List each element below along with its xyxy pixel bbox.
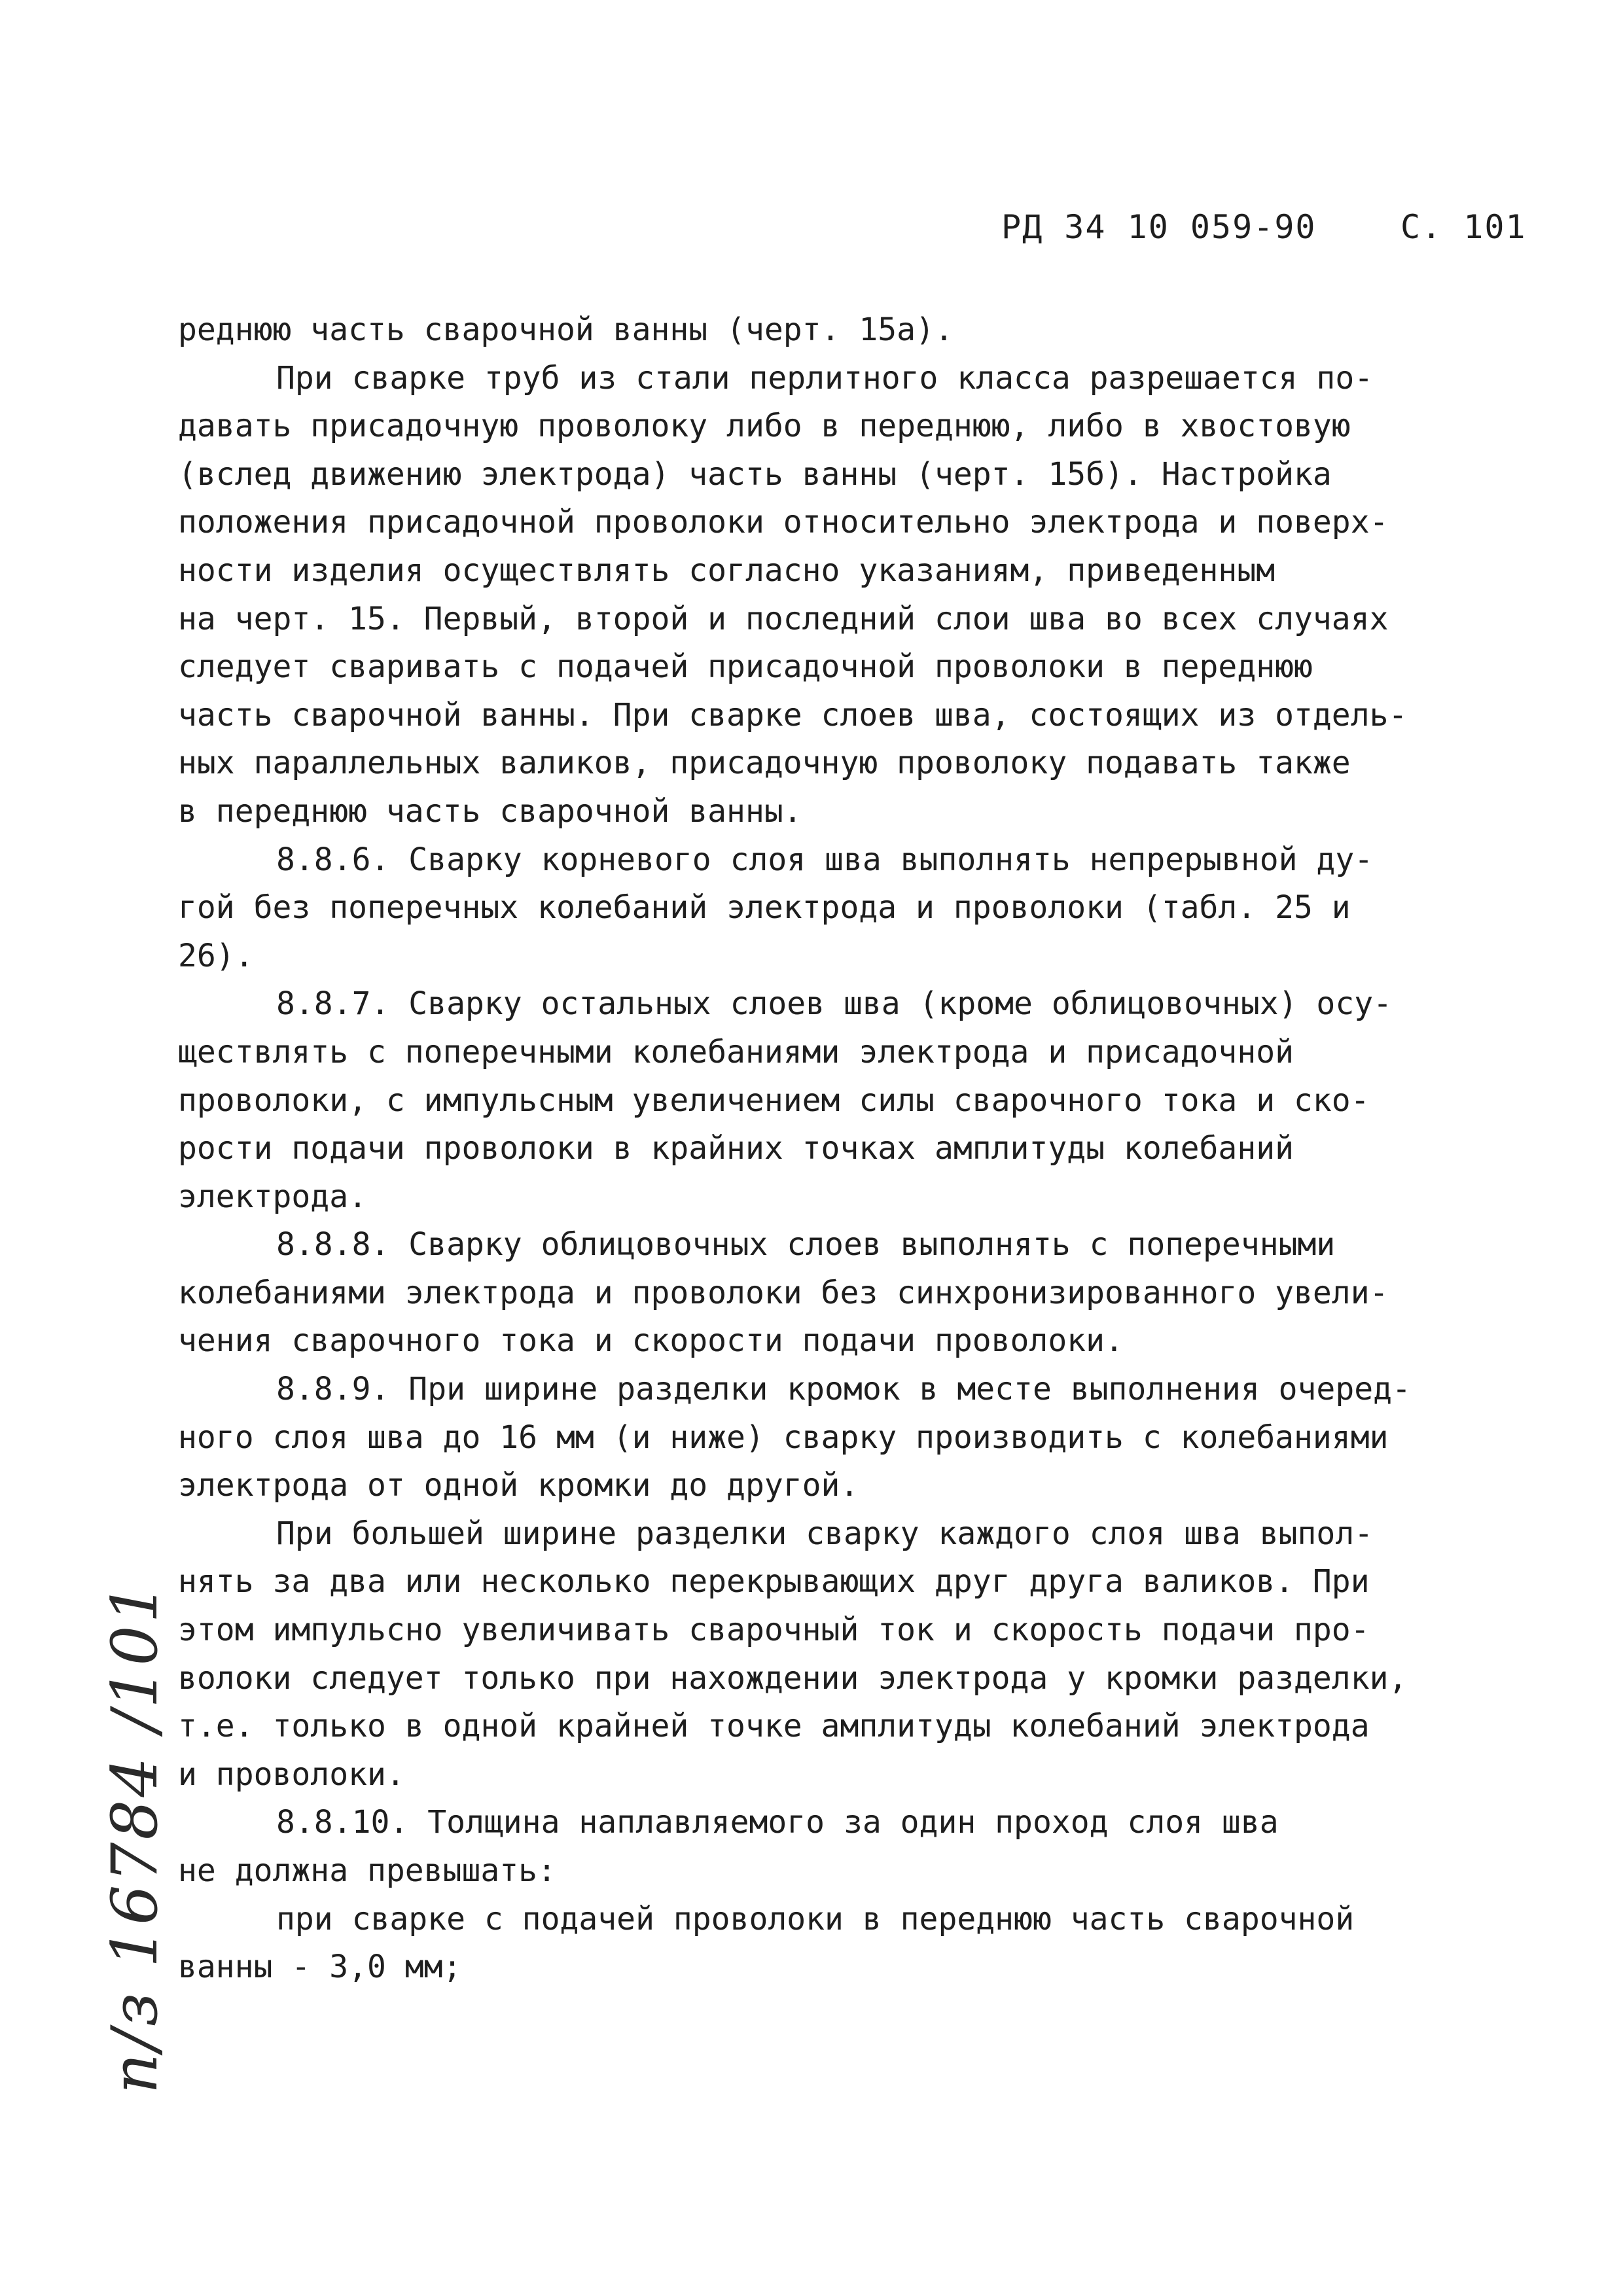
text-line: ществлять с поперечными колебаниями электрода и присадочной [178,1033,1294,1070]
page-header [1001,208,1527,246]
text-line: т.е. только в одной крайней точке амплитуды колебаний электрода [178,1708,1370,1745]
text-line: ных параллельных валиков, присадочную проволоку подавать также [178,745,1351,782]
text-line: колебаниями электрода и проволоки без синхронизированного увели- [178,1274,1389,1311]
text-line: при сварке с подачей проволоки в переднюю часть сварочной [276,1900,1355,1937]
text-line: гой без поперечных колебаний электрода и проволоки (табл. 25 и [178,889,1351,927]
text-line: нять за два или несколько перекрывающих друг друга валиков. При [178,1563,1370,1600]
text-line: следует сваривать с подачей присадочной проволоки в переднюю [178,648,1313,686]
text-line: ванны - 3,0 мм; [178,1949,462,1986]
text-line: этом импульсно увеличивать сварочный ток и скорость подачи про- [178,1612,1370,1649]
text-line: ности изделия осуществлять согласно указаниям, приведенным [178,552,1275,589]
text-line: ного слоя шва до 16 мм (и ниже) сварку производить с колебаниями [178,1419,1389,1456]
text-line: 8.8.6. Сварку корневого слоя шва выполнять непрерывной ду- [276,841,1374,878]
text-line: положения присадочной проволоки относительно электрода и поверх- [178,504,1389,541]
text-line: часть сварочной ванны. При сварке слоев шва, состоящих из отдель- [178,696,1408,733]
text-line: При большей ширине разделки сварку каждого слоя шва выпол- [276,1515,1374,1552]
page-number: С. 101 [1400,208,1527,246]
text-line: электрода. [178,1178,367,1215]
text-line: 8.8.10. Толщина наплавляемого за один проход слоя шва [276,1804,1279,1841]
handwritten-margin-stamp: п/з 16784 /101 [98,1580,171,2094]
text-line: 8.8.9. При ширине разделки кромок в месте выполнения очеред- [276,1371,1411,1408]
document-code: РД 34 10 059-90 [1001,208,1317,246]
text-line: давать присадочную проволоку либо в переднюю, либо в хвостовую [178,408,1351,445]
text-line: 26). [178,937,254,974]
body-text [178,306,1500,1992]
text-line: реднюю часть сварочной ванны (черт. 15а). [178,311,954,348]
text-line: электрода от одной кромки до другой. [178,1467,859,1504]
text-line: (вслед движению электрода) часть ванны (черт. 15б). Настройка [178,455,1332,493]
text-line: не должна превышать: [178,1852,556,1889]
text-line: 8.8.8. Сварку облицовочных слоев выполнять с поперечными [276,1226,1336,1263]
text-line: и проволоки. [178,1756,405,1793]
text-line: рости подачи проволоки в крайних точках амплитуды колебаний [178,1130,1294,1167]
text-line: волоки следует только при нахождении электрода у кромки разделки, [178,1659,1408,1697]
text-line: 8.8.7. Сварку остальных слоев шва (кроме облицовочных) осу- [276,985,1393,1023]
text-line: на черт. 15. Первый, второй и последний слои шва во всех случаях [178,600,1389,637]
text-line: При сварке труб из стали перлитного класса разрешается по- [276,359,1374,397]
text-line: в переднюю часть сварочной ванны. [178,792,802,830]
text-line: чения сварочного тока и скорости подачи проволоки. [178,1322,1124,1360]
text-line: проволоки, с импульсным увеличением силы сварочного тока и ско- [178,1082,1370,1119]
